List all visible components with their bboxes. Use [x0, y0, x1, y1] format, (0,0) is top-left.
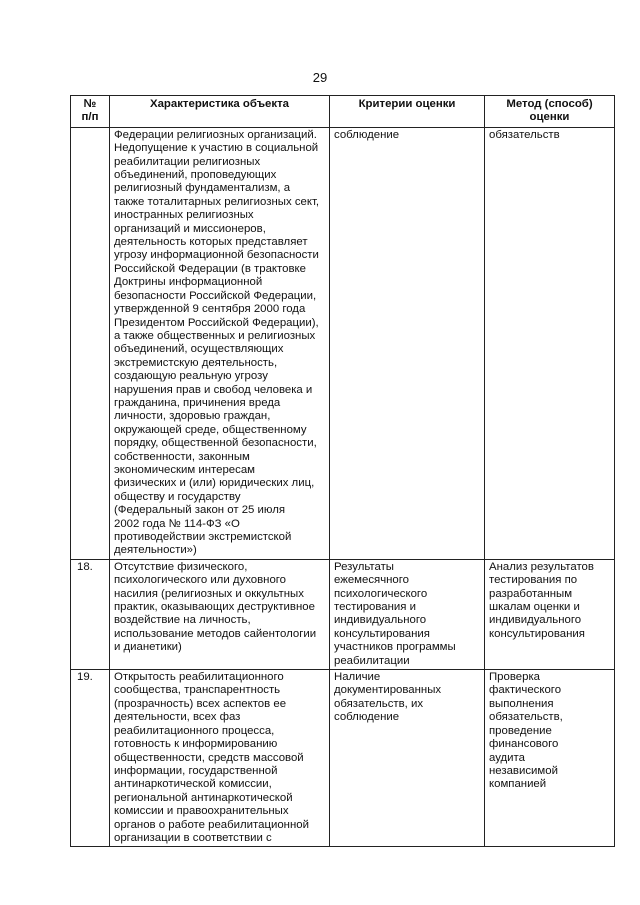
row-num: 19.	[71, 670, 110, 847]
header-method: Метод (способ) оценки	[485, 96, 615, 128]
table-row	[71, 670, 615, 847]
row-num: 18.	[71, 559, 110, 669]
table-header-row	[71, 96, 615, 128]
row-criteria: Результаты ежемесячного психологического тестирования и индивидуального консультирования участников программы реабилитации	[330, 559, 485, 669]
row-characteristic: Открытость реабилитационного сообщества, транспарентность (прозрачность) всех аспектов ее деятельности, всех фаз реабилитационного процесса, готовность к информированию общественности, средств массовой информации, государственной антинаркотической комиссии, региональной антинаркотической комиссии и правоохранительных органов о работе реабилитационной организации в соответствии с	[110, 670, 330, 847]
row-method: Проверка фактического выполнения обязательств, проведение финансового аудита независимой компанией	[485, 670, 615, 847]
row-method: Анализ результатов тестирования по разработанным шкалам оценки и индивидуального консультирования	[485, 559, 615, 669]
page-number: 29	[312, 70, 328, 85]
table-row	[71, 127, 615, 559]
row-characteristic: Отсутствие физического, психологического или духовного насилия (религиозных и оккультных практик, оказывающих деструктивное воздействие на личность, использование методов сайентологии и дианетики)	[110, 559, 330, 669]
row-characteristic: Федерации религиозных организаций. Недопущение к участию в социальной реабилитации религиозных объединений, проповедующих религиозный фундаментализм, а также тоталитарных религиозных сект, иностранных религиозных организаций и миссионеров, деятельность которых представляет угрозу информационной безопасности Российской Федерации (в трактовке Доктрины информационной безопасности Российской Федерации, утвержденной 9 сентября 2000 года Президентом Российской Федерации), а также общественных и религиозных объединений, осуществляющих экстремистскую деятельность, создающую реальную угрозу нарушения прав и свобод человека и гражданина, причинения вреда личности, здоровью граждан, окружающей среде, общественному порядку, общественной безопасности, собственности, законным экономическим интересам физических и (или) юридических лиц, обществу и государству (Федеральный закон от 25 июля 2002 года № 114-ФЗ «О противодействии экстремистской деятельности»)	[110, 127, 330, 559]
header-criteria: Критерии оценки	[330, 96, 485, 128]
row-criteria: Наличие документированных обязательств, их соблюдение	[330, 670, 485, 847]
row-method: обязательств	[485, 127, 615, 559]
header-num: № п/п	[71, 96, 110, 128]
header-characteristic: Характеристика объекта	[110, 96, 330, 128]
evaluation-table	[70, 95, 615, 847]
row-num	[71, 127, 110, 559]
row-criteria: соблюдение	[330, 127, 485, 559]
table-row	[71, 559, 615, 669]
